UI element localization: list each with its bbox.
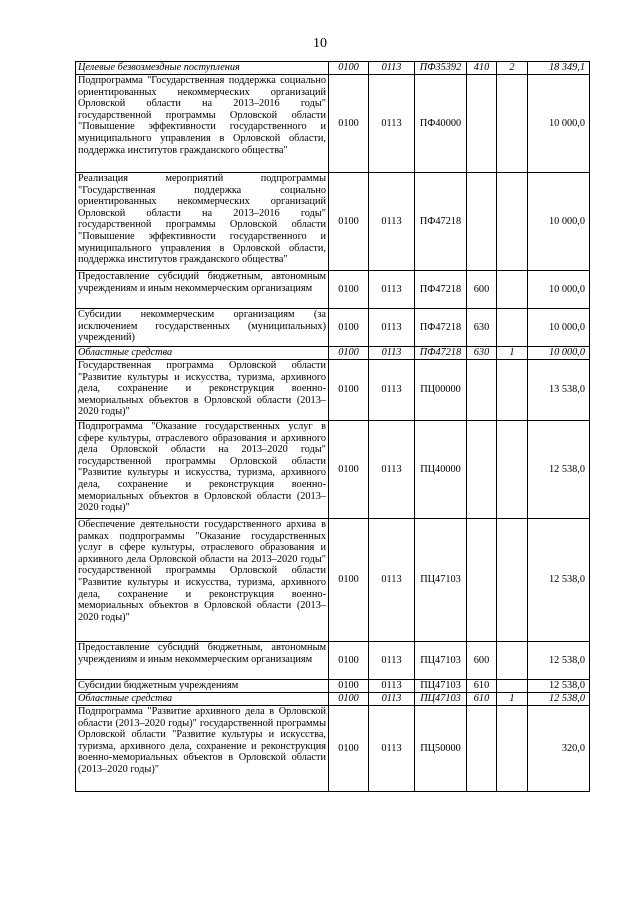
row-amount: 13 538,0 [528, 360, 590, 421]
row-subsection: 0113 [369, 693, 415, 706]
row-subsection: 0113 [369, 347, 415, 360]
row-description: Обеспечение деятельности государственного архива в рамках подпрограммы "Оказание государственных услуг в сфере культуры, отраслевого образования и архивного дела Орловской области на 2013–2020 годы" государственной программы Орловской области "Развитие культуры и искусства, туризма, архивного дела, сохранение и реконструкция военно-мемориальных объектов в Орловской области (2013–2020 годы)" [76, 519, 329, 642]
row-target-code: ПФ47218 [415, 347, 467, 360]
row-source [497, 360, 528, 421]
row-source [497, 642, 528, 680]
row-subsection: 0113 [369, 642, 415, 680]
row-subsection: 0113 [369, 706, 415, 792]
row-description: Субсидии некоммерческим организациям (за исключением государственных (муниципальных) учреждений) [76, 309, 329, 347]
row-expense-type: 610 [467, 693, 497, 706]
table-row [76, 642, 590, 680]
row-section: 0100 [329, 519, 369, 642]
row-expense-type [467, 173, 497, 271]
row-source [497, 173, 528, 271]
row-expense-type [467, 519, 497, 642]
row-description: Областные средства [76, 347, 329, 360]
row-section: 0100 [329, 173, 369, 271]
row-source [497, 519, 528, 642]
row-section: 0100 [329, 309, 369, 347]
row-section: 0100 [329, 680, 369, 693]
table-row [76, 706, 590, 792]
table-row [76, 519, 590, 642]
page-number: 10 [313, 36, 327, 51]
table-row [76, 309, 590, 347]
row-expense-type: 600 [467, 642, 497, 680]
row-amount: 10 000,0 [528, 347, 590, 360]
row-section: 0100 [329, 642, 369, 680]
row-subsection: 0113 [369, 680, 415, 693]
row-source [497, 706, 528, 792]
row-source: 1 [497, 347, 528, 360]
row-subsection: 0113 [369, 75, 415, 173]
row-section: 0100 [329, 360, 369, 421]
row-section: 0100 [329, 421, 369, 519]
row-target-code: ПФ47218 [415, 309, 467, 347]
row-target-code: ПЦ47103 [415, 519, 467, 642]
row-source [497, 309, 528, 347]
row-expense-type [467, 360, 497, 421]
row-amount: 12 538,0 [528, 642, 590, 680]
row-description: Предоставление субсидий бюджетным, автономным учреждениям и иным некоммерческим организациям [76, 271, 329, 309]
row-expense-type [467, 706, 497, 792]
row-section: 0100 [329, 271, 369, 309]
row-amount: 18 349,1 [528, 62, 590, 75]
table-row [76, 173, 590, 271]
row-subsection: 0113 [369, 62, 415, 75]
row-amount: 12 538,0 [528, 421, 590, 519]
row-subsection: 0113 [369, 271, 415, 309]
row-amount: 10 000,0 [528, 173, 590, 271]
table-row [76, 680, 590, 693]
table-row [76, 271, 590, 309]
row-subsection: 0113 [369, 360, 415, 421]
row-expense-type: 630 [467, 309, 497, 347]
row-target-code: ПЦ47103 [415, 680, 467, 693]
row-subsection: 0113 [369, 309, 415, 347]
row-expense-type [467, 75, 497, 173]
row-subsection: 0113 [369, 519, 415, 642]
row-target-code: ПФ35392 [415, 62, 467, 75]
row-source [497, 421, 528, 519]
row-expense-type [467, 421, 497, 519]
row-section: 0100 [329, 75, 369, 173]
row-amount: 12 538,0 [528, 680, 590, 693]
row-source [497, 271, 528, 309]
row-description: Областные средства [76, 693, 329, 706]
row-description: Предоставление субсидий бюджетным, автономным учреждениям и иным некоммерческим организациям [76, 642, 329, 680]
row-source: 2 [497, 62, 528, 75]
budget-table [75, 61, 590, 792]
row-source: 1 [497, 693, 528, 706]
row-description: Подпрограмма "Государственная поддержка социально ориентированных некоммерческих организаций Орловской области на 2013–2016 годы" государственной программы Орловской области "Повышение эффективности государственного и муниципального управления в Орловской области, поддержка институтов гражданского общества" [76, 75, 329, 173]
row-target-code: ПЦ50000 [415, 706, 467, 792]
row-target-code: ПЦ47103 [415, 693, 467, 706]
row-expense-type: 610 [467, 680, 497, 693]
table-row [76, 75, 590, 173]
row-target-code: ПФ47218 [415, 271, 467, 309]
table-row [76, 62, 590, 75]
row-target-code: ПЦ00000 [415, 360, 467, 421]
row-source [497, 75, 528, 173]
row-expense-type: 630 [467, 347, 497, 360]
row-section: 0100 [329, 62, 369, 75]
table-row [76, 693, 590, 706]
row-amount: 10 000,0 [528, 271, 590, 309]
row-description: Подпрограмма "Развитие архивного дела в Орловской области (2013–2020 годы)" государственной программы Орловской области "Развитие культуры и искусства, туризма, архивного дела, сохранение и реконструкция военно-мемориальных объектов в Орловской области (2013–2020 годы)" [76, 706, 329, 792]
row-target-code: ПФ40000 [415, 75, 467, 173]
row-description: Государственная программа Орловской области "Развитие культуры и искусства, туризма, архивного дела, сохранение и реконструкция военно-мемориальных объектов в Орловской области (2013–2020 годы)" [76, 360, 329, 421]
row-target-code: ПЦ40000 [415, 421, 467, 519]
row-description: Реализация мероприятий подпрограммы "Государственная поддержка социально ориентированных некоммерческих организаций Орловской области на 2013–2016 годы" государственной программы Орловской области "Повышение эффективности государственного и муниципального управления в Орловской области, поддержка институтов гражданского общества" [76, 173, 329, 271]
row-target-code: ПФ47218 [415, 173, 467, 271]
row-description: Целевые безвозмездные поступления [76, 62, 329, 75]
row-description: Субсидии бюджетным учреждениям [76, 680, 329, 693]
row-subsection: 0113 [369, 173, 415, 271]
row-source [497, 680, 528, 693]
row-target-code: ПЦ47103 [415, 642, 467, 680]
row-section: 0100 [329, 693, 369, 706]
row-amount: 10 000,0 [528, 309, 590, 347]
row-section: 0100 [329, 706, 369, 792]
row-subsection: 0113 [369, 421, 415, 519]
row-amount: 12 538,0 [528, 693, 590, 706]
row-section: 0100 [329, 347, 369, 360]
row-amount: 320,0 [528, 706, 590, 792]
table-row [76, 360, 590, 421]
row-amount: 12 538,0 [528, 519, 590, 642]
table-row [76, 421, 590, 519]
row-expense-type: 600 [467, 271, 497, 309]
row-description: Подпрограмма "Оказание государственных услуг в сфере культуры, отраслевого образования и архивного дела Орловской области на 2013–2020 годы" государственной программы Орловской области "Развитие культуры и искусства, туризма, архивного дела, сохранение и реконструкция военно-мемориальных объектов в Орловской области (2013–2020 годы)" [76, 421, 329, 519]
row-expense-type: 410 [467, 62, 497, 75]
row-amount: 10 000,0 [528, 75, 590, 173]
table-row [76, 347, 590, 360]
